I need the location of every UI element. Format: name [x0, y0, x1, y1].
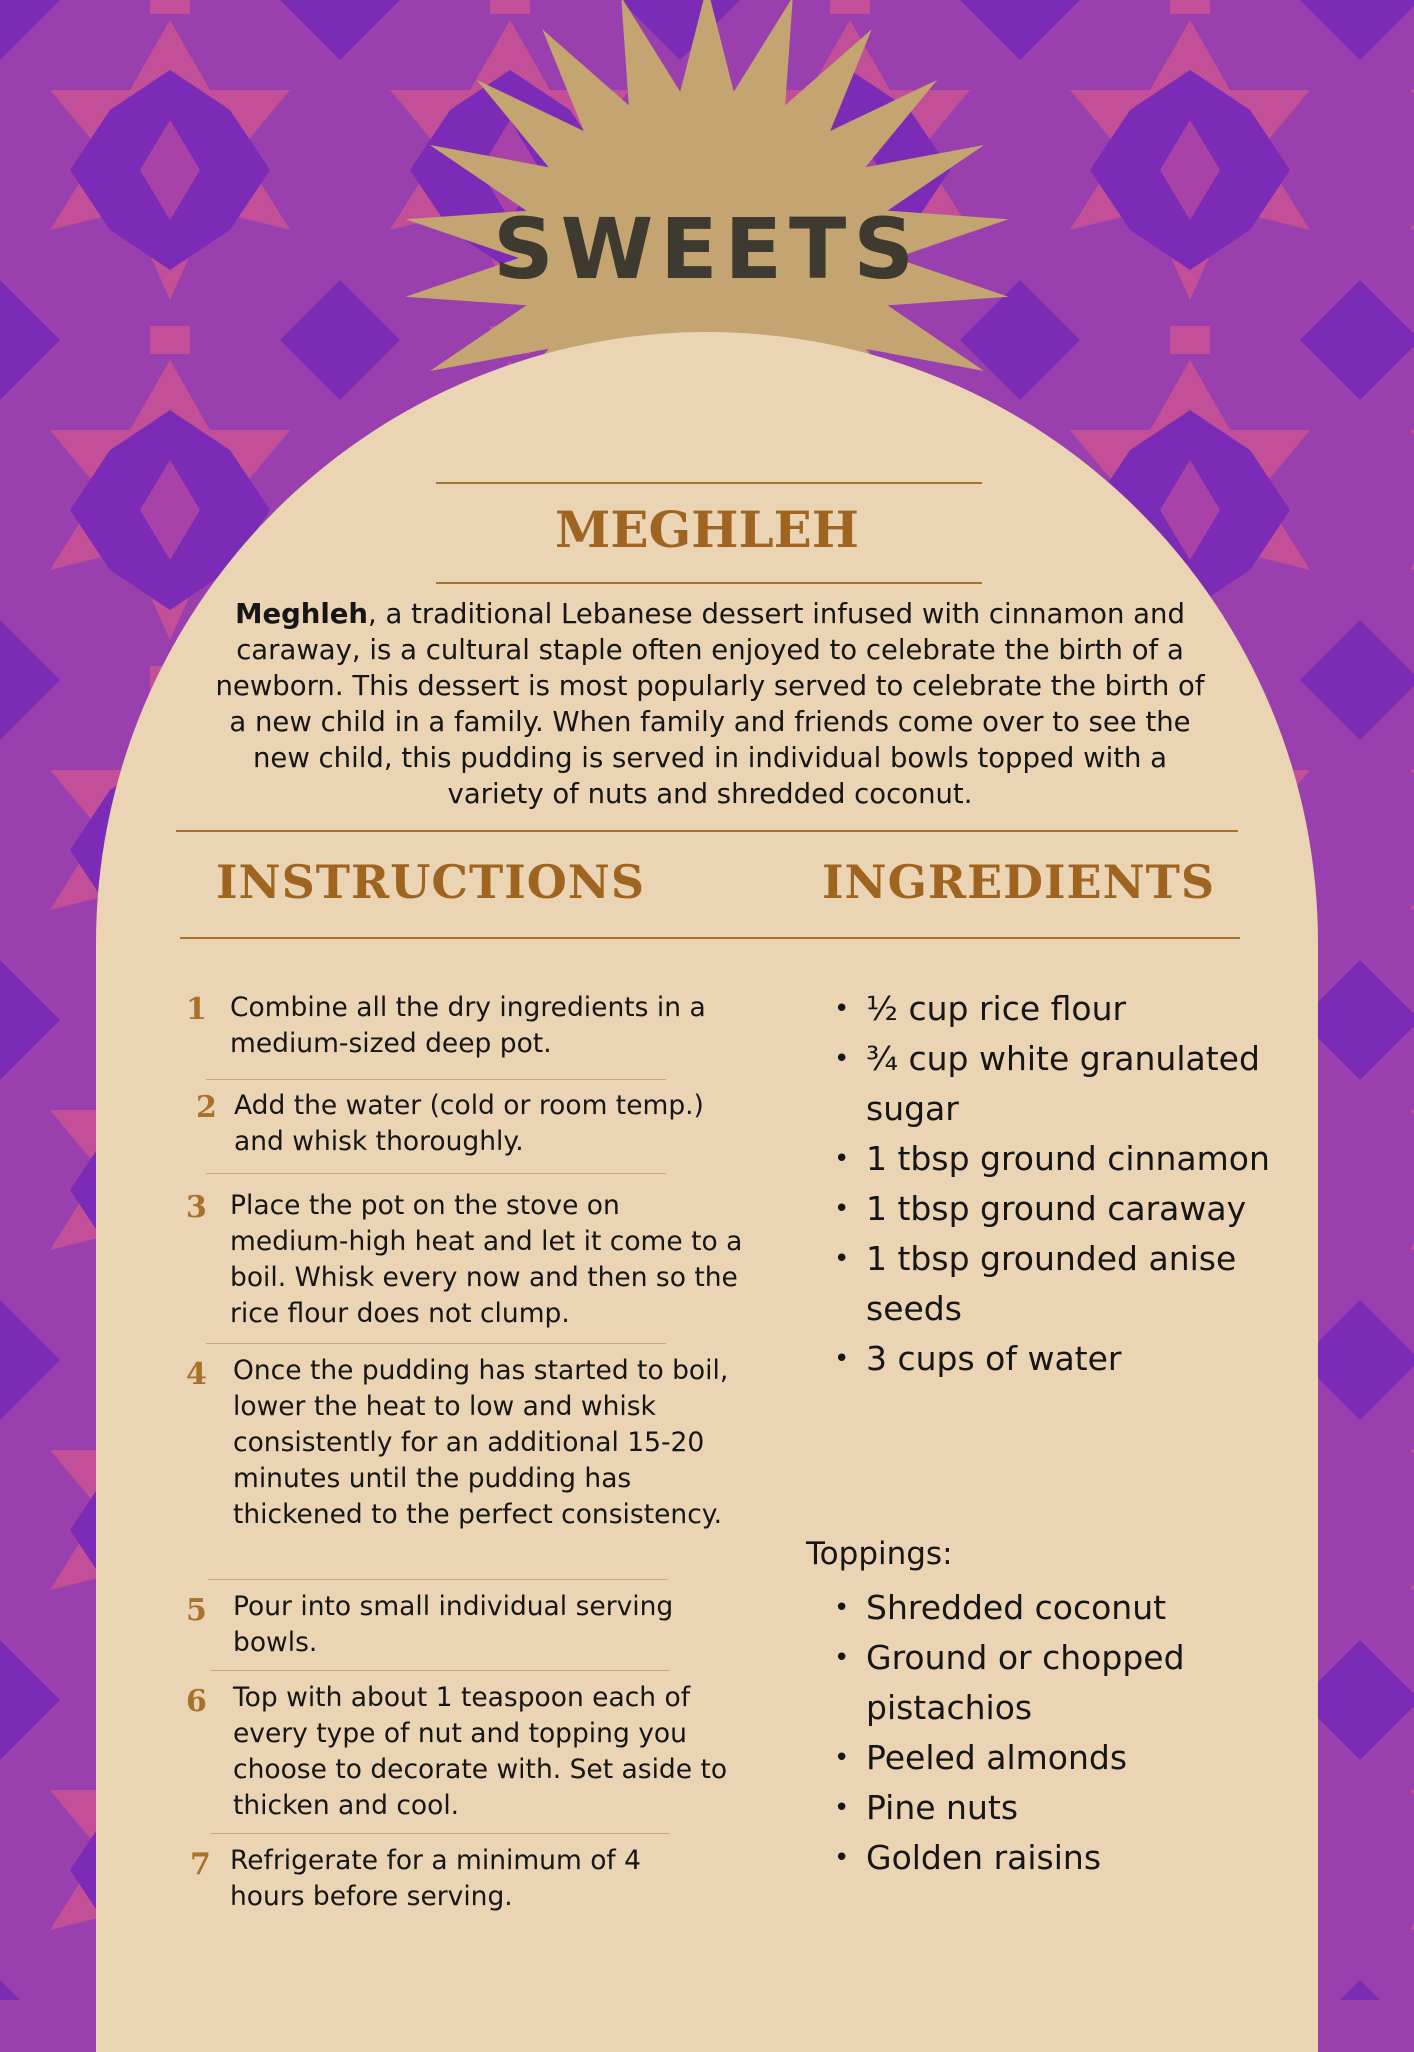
topping-item: • Peeled almonds [806, 1733, 1276, 1783]
step-number: 5 [186, 1593, 207, 1628]
step-text: Refrigerate for a minimum of 4 hours before serving. [230, 1845, 642, 1912]
recipe-title: MEGHLEH [555, 500, 859, 559]
step-number: 7 [190, 1847, 211, 1882]
step-divider [206, 1079, 666, 1080]
topping-item: • Shredded coconut [806, 1583, 1276, 1633]
ingredient-item: • 1 tbsp ground caraway [806, 1184, 1276, 1234]
step-text: Once the pudding has started to boil, lower the heat to low and whisk consistently for an additional 15-20 minutes until the pudding has thickened to the perfect consistency. [233, 1355, 729, 1530]
step-number: 6 [186, 1684, 207, 1719]
topping-item: • Pine nuts [806, 1783, 1276, 1833]
intro-bold: Meghleh [235, 598, 369, 630]
recipe-intro [205, 596, 1215, 812]
ingredients-heading: INGREDIENTS [822, 855, 1216, 909]
instructions-heading: INSTRUCTIONS [216, 855, 646, 909]
topping-item: • Ground or chopped pistachios [806, 1633, 1276, 1733]
ingredient-item: • 1 tbsp grounded anise seeds [806, 1234, 1276, 1334]
step-divider [206, 1173, 666, 1174]
title-rule-bottom [436, 582, 982, 584]
step-text: Combine all the dry ingredients in a medium-sized deep pot. [230, 992, 706, 1059]
title-rule-top [436, 482, 982, 484]
banner-title: SWEETS [493, 200, 921, 298]
ingredient-item: • 1 tbsp ground cinnamon [806, 1134, 1276, 1184]
topping-item: • Golden raisins [806, 1833, 1276, 1883]
step-divider [208, 1579, 668, 1580]
step-text: Place the pot on the stove on medium-high heat and let it come to a boil. Whisk every now and then so the rice flour does not clump. [230, 1190, 743, 1329]
toppings-list [806, 1583, 1276, 1883]
toppings-label: Toppings: [806, 1536, 953, 1572]
step-number: 3 [186, 1190, 207, 1225]
step-number: 4 [186, 1357, 207, 1392]
ingredient-item: • ¾ cup white granulated sugar [806, 1034, 1276, 1134]
step-number: 2 [196, 1090, 217, 1125]
step-number: 1 [186, 992, 207, 1027]
ingredient-item: • ½ cup rice flour [806, 984, 1276, 1034]
intro-text: , a traditional Lebanese dessert infused with cinnamon and caraway, is a cultural staple often enjoyed to celebrate the birth of a newborn. This dessert is most popularly served to celebrate the birth of a new child in a family. When family and friends come over to see the new child, this pudding is served in individual bowls topped with a variety of nuts and shredded coconut. [215, 598, 1205, 810]
ingredients-list [806, 984, 1276, 1384]
step-divider [210, 1670, 670, 1671]
ingredient-item: • 3 cups of water [806, 1334, 1276, 1384]
step-text: Pour into small individual serving bowls. [233, 1591, 674, 1658]
step-text: Add the water (cold or room temp.) and whisk thoroughly. [234, 1090, 704, 1157]
step-divider [210, 1833, 670, 1834]
step-text: Top with about 1 teaspoon each of every type of nut and topping you choose to decorate with. Set aside to thicken and cool. [233, 1682, 728, 1821]
step-divider [206, 1343, 666, 1344]
section-rule-top [176, 830, 1238, 832]
section-rule-bottom [180, 937, 1240, 939]
